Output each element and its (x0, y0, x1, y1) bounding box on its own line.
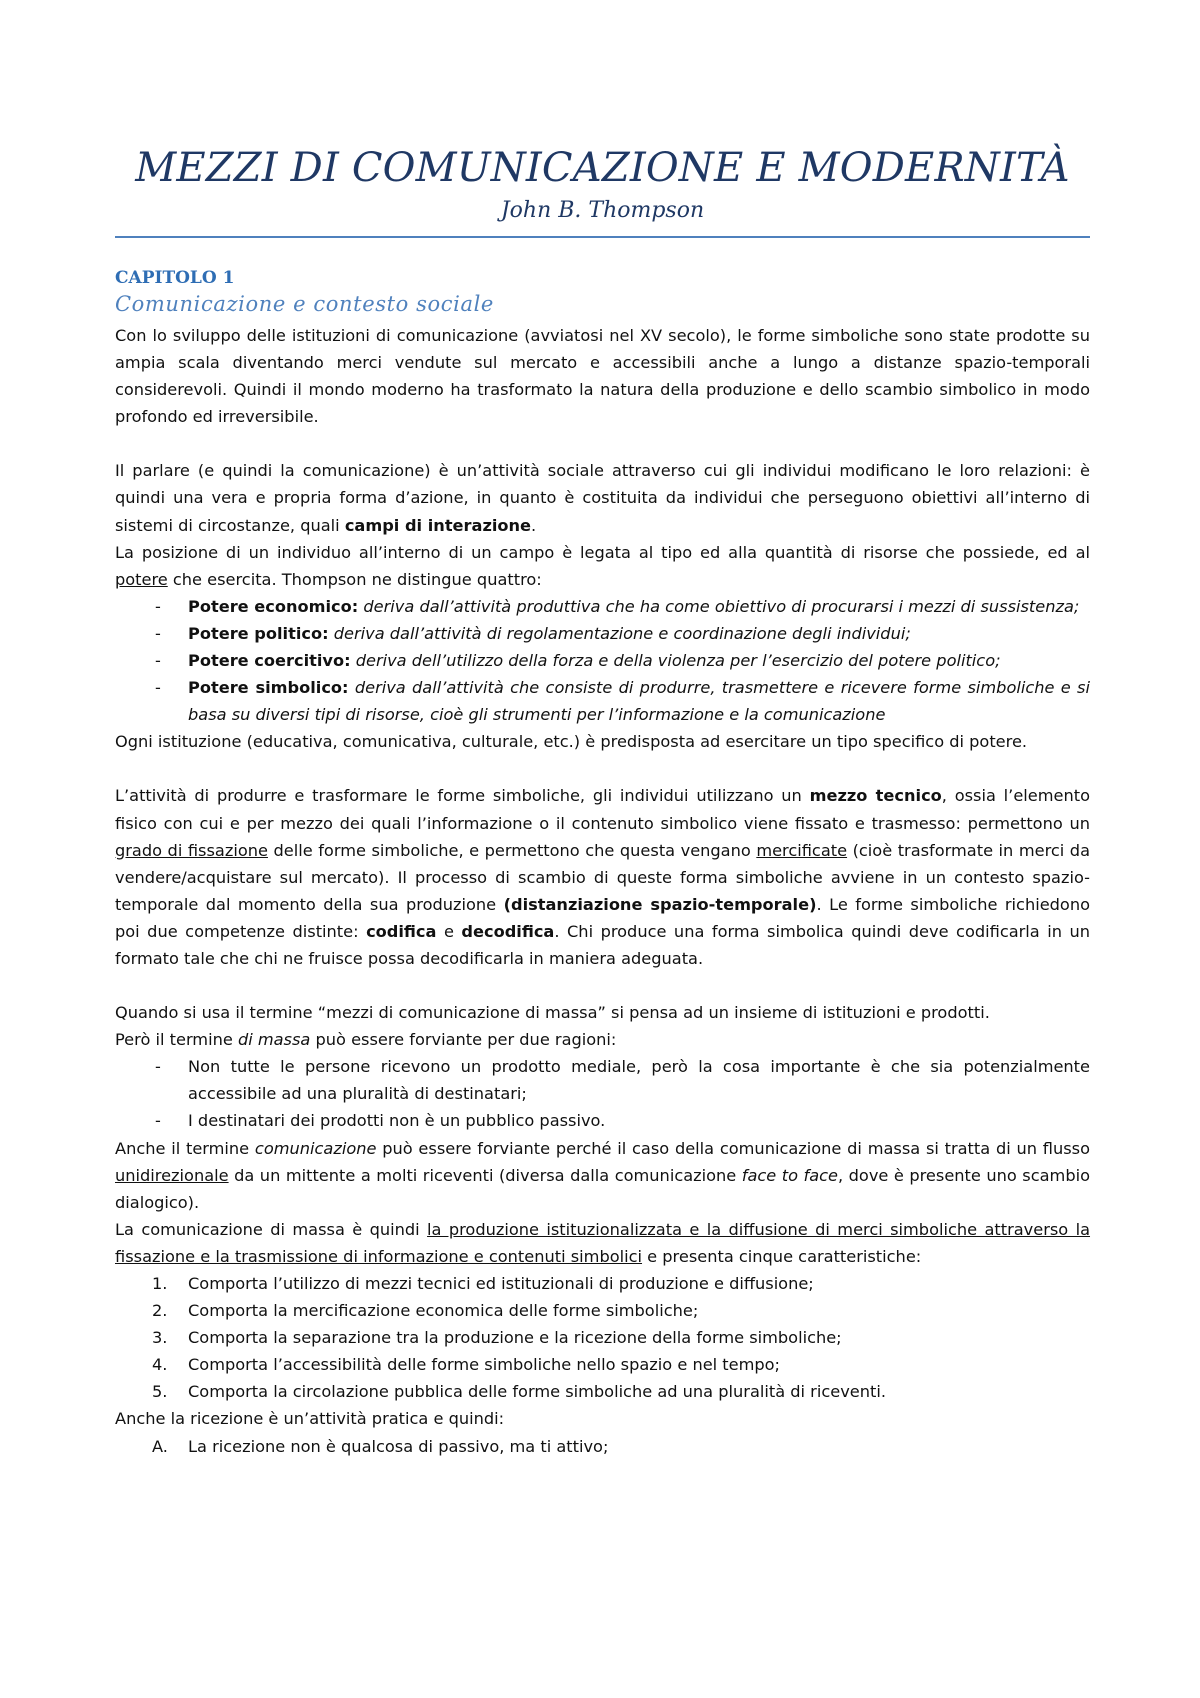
paragraph-text: Anche il termine (115, 1138, 255, 1158)
paragraph-text: e presenta cinque caratteristiche: (642, 1246, 922, 1266)
reasons-list (115, 1053, 1090, 1134)
document-author: John B. Thompson (500, 198, 705, 223)
italic-term: face to face (741, 1165, 838, 1185)
bold-term: decodifica (461, 921, 555, 941)
bold-term: codifica (366, 921, 437, 941)
list-item-description: deriva dall’attività di regolamentazione e coordinazione degli individui; (333, 623, 911, 643)
chapter-title: Comunicazione e contesto sociale (115, 292, 494, 316)
list-marker: - (155, 651, 161, 671)
list-item-term: Potere economico: (188, 596, 359, 616)
list-item (115, 1107, 1090, 1134)
paragraph-text: . Le forme simboliche richiedono poi due competenze distinte: (115, 894, 1090, 941)
paragraph-text: La posizione di un individuo all’interno di un campo è legata al tipo ed alla quantità di risorse che possiede, ed al (115, 542, 1090, 562)
italic-term: comunicazione (254, 1138, 377, 1158)
list-item (115, 1433, 1090, 1460)
features-list (115, 1270, 1090, 1405)
list-item (115, 593, 1090, 620)
italic-term: di massa (237, 1030, 311, 1050)
list-marker: - (155, 1057, 161, 1077)
list-item-term: Potere simbolico: (188, 678, 349, 698)
paragraph-institutions: Ogni istituzione (educativa, comunicativa, culturale, etc.) è predisposta ad esercitare un tipo specifico di potere. (115, 732, 1028, 752)
paragraph-text: delle forme simboliche, e permettono che questa vengano (267, 840, 757, 860)
paragraph-text: che esercita. Thompson ne distingue quattro: (167, 569, 542, 589)
list-item-term: Potere politico: (188, 623, 329, 643)
list-item-description: deriva dall’attività produttiva che ha come obiettivo di procurarsi i mezzi di sussistenza; (363, 596, 1080, 616)
list-marker: - (155, 596, 161, 616)
list-marker: 5. (152, 1382, 168, 1402)
list-marker: 2. (152, 1301, 168, 1321)
list-item-description: deriva dell’utilizzo della forza e della violenza per l’esercizio del potere politico; (355, 651, 1001, 671)
paragraph-communication-term (115, 1135, 1090, 1216)
list-marker: A. (152, 1436, 168, 1456)
list-marker: 1. (152, 1274, 168, 1293)
document-title: MEZZI DI COMUNICAZIONE E MODERNITÀ (135, 145, 1070, 191)
list-item (115, 674, 1090, 728)
underlined-definition: la produzione istituzionalizzata e la diffusione di merci simboliche attraverso la fissazione e la trasmissione di informazione e contenuti simbolici (115, 1219, 1091, 1266)
paragraph-power (115, 539, 1090, 593)
list-marker: - (155, 678, 161, 698)
list-item-text: La ricezione non è qualcosa di passivo, ma ti attivo; (188, 1436, 609, 1456)
list-item (115, 1297, 1090, 1324)
list-marker: 3. (152, 1328, 168, 1348)
underlined-term: unidirezionale (115, 1165, 229, 1185)
paragraph-text: Però il termine (115, 1030, 238, 1050)
paragraph-technical-medium (115, 782, 1090, 972)
paragraph-text: (cioè trasformate in merci da vendere/acquistare sul mercato). Il processo di scambio di queste forma simboliche avviene in un contesto spazio-temporale dal momento della sua produzione (115, 840, 1090, 914)
paragraph-text: da un mittente a molti riceventi (diversa dalla comunicazione (228, 1165, 742, 1185)
list-marker: 4. (152, 1355, 168, 1375)
underlined-term: grado di fissazione (115, 840, 268, 860)
list-item-description: deriva dall’attività che consiste di produrre, trasmettere e ricevere forme simboliche e si basa su diversi tipi di risorse, cioè gli strumenti per l’informazione e la comunicazione (188, 678, 1090, 725)
list-item-term: Potere coercitivo: (188, 651, 351, 671)
paragraph-text: . (531, 515, 537, 535)
chapter-label: CAPITOLO 1 (115, 268, 235, 288)
paragraph-mass-media: Quando si usa il termine “mezzi di comunicazione di massa” si pensa ad un insieme di istituzioni e prodotti. (115, 1003, 990, 1023)
list-item-text: Comporta la circolazione pubblica delle forme simboliche ad una pluralità di riceventi. (188, 1382, 886, 1402)
list-item (115, 1324, 1090, 1351)
list-item (115, 647, 1090, 674)
paragraph-text: , ossia l’elemento fisico con cui e per mezzo dei quali l’informazione o il contenuto simbolico viene fissato e trasmesso: permettono un (115, 786, 1090, 833)
paragraph-text: La comunicazione di massa è quindi (115, 1219, 428, 1239)
title-divider (115, 236, 1090, 238)
list-item-text: Comporta l’accessibilità delle forme simboliche nello spazio e nel tempo; (188, 1355, 781, 1375)
paragraph-mass-communication-definition (115, 1216, 1090, 1270)
list-item-text: Non tutte le persone ricevono un prodotto mediale, però la cosa importante è che sia potenzialmente accessibile ad una pluralità di destinatari; (188, 1057, 1090, 1104)
paragraph-text: può essere forviante per due ragioni: (310, 1030, 617, 1050)
list-item (115, 620, 1090, 647)
list-item-text: Comporta la mercificazione economica delle forme simboliche; (188, 1301, 699, 1321)
document-body (115, 322, 1090, 1460)
paragraph-text: , dove è presente uno scambio dialogico). (115, 1165, 1090, 1212)
bold-term: mezzo tecnico (809, 786, 942, 806)
list-marker: - (155, 623, 161, 643)
paragraph-text: può essere forviante perché il caso della comunicazione di massa si tratta di un flusso (376, 1138, 1090, 1158)
paragraph-intro: Con lo sviluppo delle istituzioni di comunicazione (avviatosi nel XV secolo), le forme simboliche sono state prodotte su ampia scala diventando merci vendute sul mercato e accessibili anche a lungo a distanze spazio-temporali considerevoli. Quindi il mondo moderno ha trasformato la natura della produzione e dello scambio simbolico in modo profondo ed irreversibile. (115, 326, 1090, 427)
paragraph-mass-term (115, 1026, 1090, 1053)
paragraph-text: . Chi produce una forma simbolica quindi deve codificarla in un formato tale che chi ne fruisce possa decodificarla in maniera adeguata. (115, 921, 1090, 968)
list-item (115, 1270, 1090, 1297)
list-item (115, 1053, 1090, 1107)
list-marker: - (155, 1111, 161, 1131)
list-item-text: I destinatari dei prodotti non è un pubblico passivo. (188, 1111, 606, 1131)
list-item (115, 1378, 1090, 1405)
underlined-term: potere (115, 569, 168, 589)
list-item-text: Comporta l’utilizzo di mezzi tecnici ed istituzionali di produzione e diffusione; (188, 1274, 814, 1293)
bold-term: (distanziazione spazio-temporale) (503, 894, 817, 914)
list-item (115, 1351, 1090, 1378)
list-item-text: Comporta la separazione tra la produzione e la ricezione della forme simboliche; (188, 1328, 842, 1348)
paragraph-text: L’attività di produrre e trasformare le forme simboliche, gli individui utilizzano un (115, 786, 810, 806)
paragraph-text: Il parlare (e quindi la comunicazione) è un’attività sociale attraverso cui gli individui modificano le loro relazioni: è quindi una vera e propria forma d’azione, in quanto è costituita da individui che perseguono obiettivi all’interno di sistemi di circostanze, quali (115, 461, 1090, 535)
powers-list (115, 593, 1090, 728)
underlined-term: mercificate (756, 840, 848, 860)
paragraph-communication-action (115, 457, 1090, 538)
paragraph-reception: Anche la ricezione è un’attività pratica e quindi: (115, 1409, 505, 1429)
bold-term: campi di interazione (344, 515, 532, 535)
reception-list (115, 1433, 1090, 1460)
paragraph-text: e (436, 921, 462, 941)
